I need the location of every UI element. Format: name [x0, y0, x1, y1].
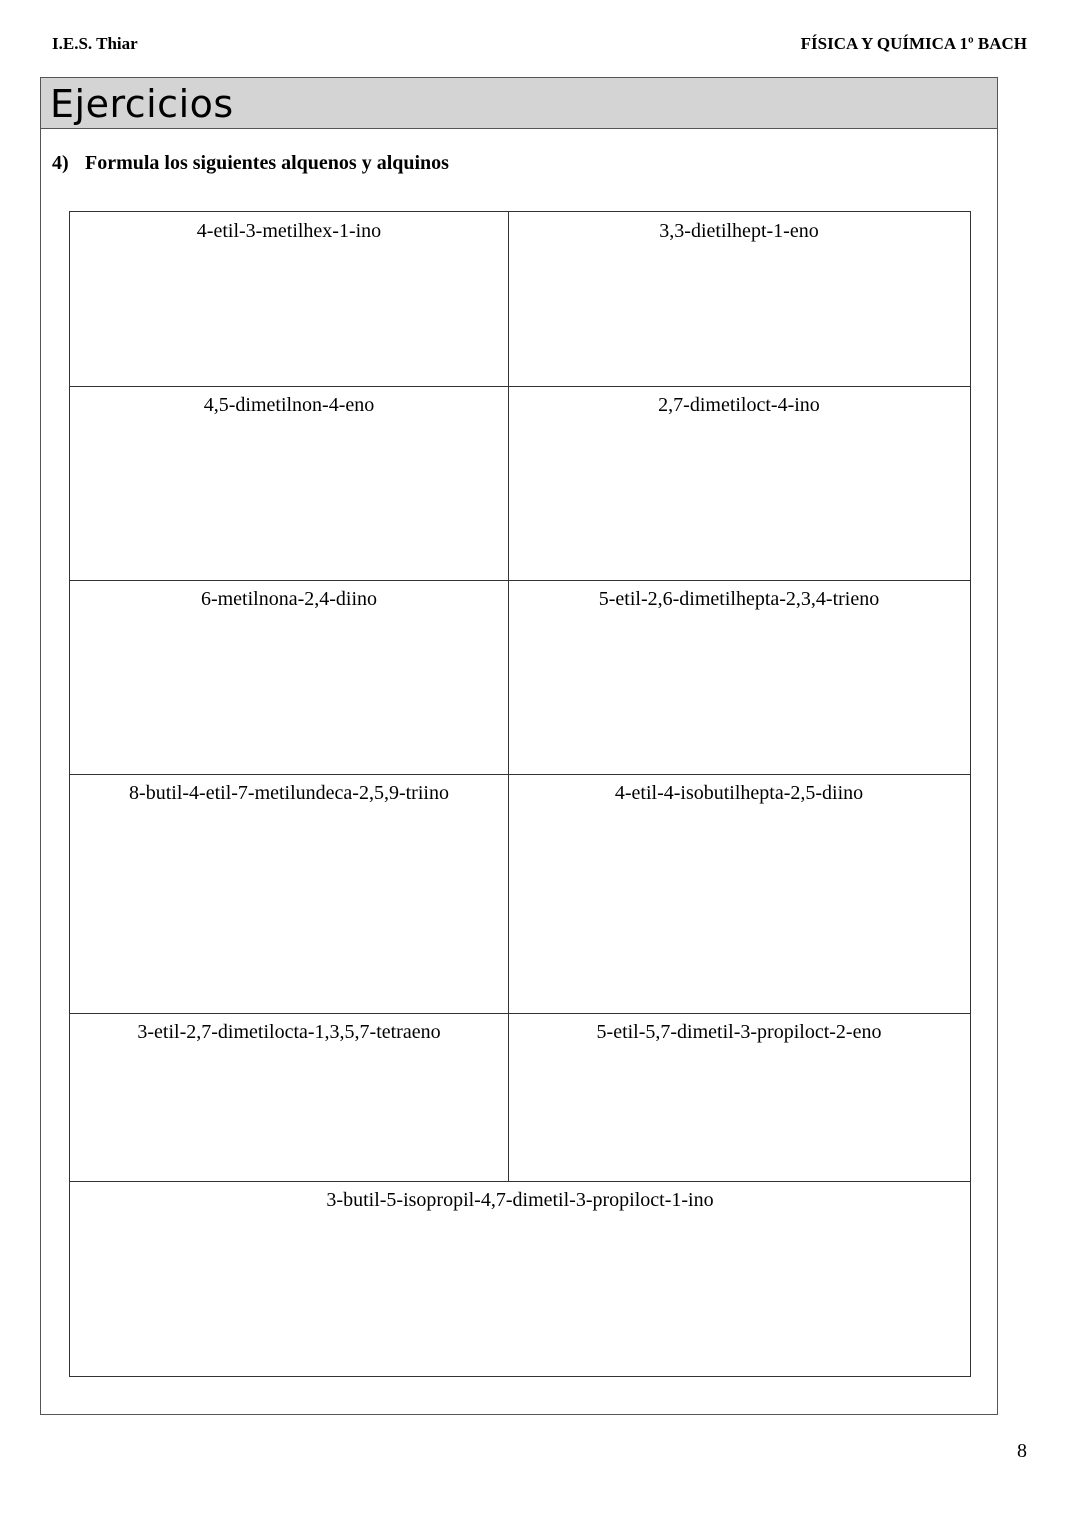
compound-cell[interactable]: [70, 1181, 970, 1376]
compound-name: 2,7-dimetiloct-4-ino: [658, 394, 820, 416]
compound-name: 6-metilnona-2,4-diino: [200, 588, 378, 610]
compound-name: 3,3-dietilhept-1-eno: [659, 220, 819, 242]
compound-cell[interactable]: [508, 386, 970, 580]
compound-name: 8-butil-4-etil-7-metilundeca-2,5,9-triino: [129, 782, 449, 804]
compound-name: 4-etil-4-isobutilhepta-2,5-diino: [614, 782, 864, 804]
compound-name: 3-etil-2,7-dimetilocta-1,3,5,7-tetraeno: [137, 1021, 441, 1043]
compound-cell[interactable]: [508, 1013, 970, 1181]
question-text: Formula los siguientes alquenos y alquinos: [85, 152, 449, 174]
school-name: I.E.S. Thiar: [52, 34, 138, 53]
page-number: 8: [1017, 1440, 1027, 1462]
compound-cell[interactable]: [70, 212, 508, 386]
compound-name: 4,5-dimetilnon-4-eno: [203, 394, 375, 416]
question-heading: [52, 152, 449, 175]
compound-cell[interactable]: [508, 774, 970, 1013]
exercise-frame: [40, 77, 998, 1415]
section-title-bar: [41, 78, 997, 129]
compound-cell[interactable]: [508, 580, 970, 774]
compound-cell[interactable]: [70, 386, 508, 580]
compound-cell[interactable]: [70, 774, 508, 1013]
compound-name: 3-butil-5-isopropil-4,7-dimetil-3-propiloct-1-ino: [326, 1189, 714, 1211]
compound-name: 5-etil-2,6-dimetilhepta-2,3,4-trieno: [598, 588, 880, 610]
compound-cell[interactable]: [70, 580, 508, 774]
compound-cell[interactable]: [508, 212, 970, 386]
compound-name: 4-etil-3-metilhex-1-ino: [196, 220, 382, 242]
section-title: Ejercicios: [50, 82, 234, 126]
compound-cell[interactable]: [70, 1013, 508, 1181]
course-name: FÍSICA Y QUÍMICA 1º BACH: [800, 34, 1027, 53]
compounds-table: [69, 211, 971, 1377]
question-number: 4): [52, 152, 69, 174]
compound-name: 5-etil-5,7-dimetil-3-propiloct-2-eno: [596, 1021, 882, 1043]
